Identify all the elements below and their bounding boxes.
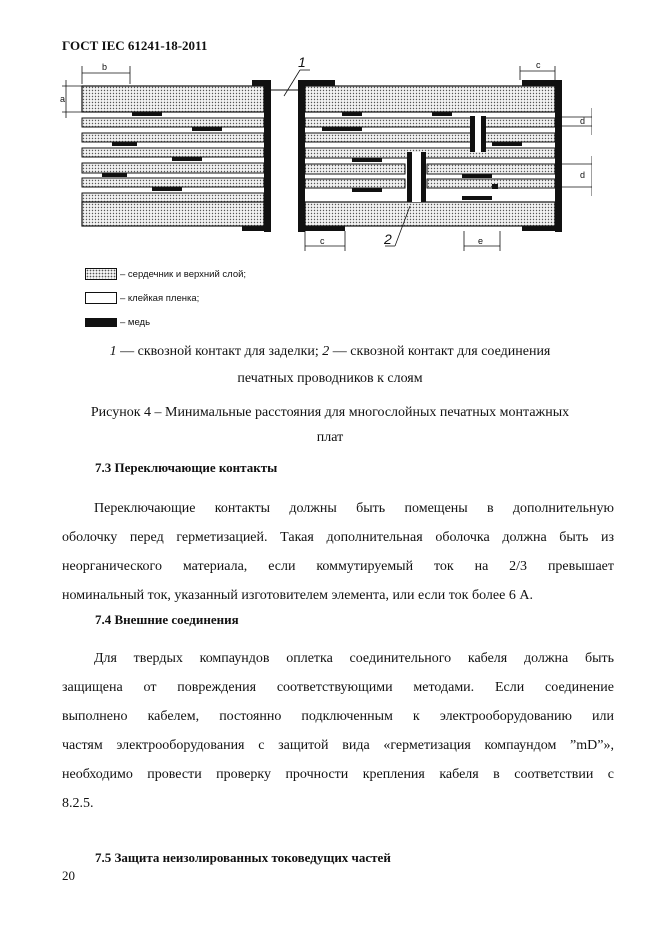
dim-label-e: e (478, 236, 484, 246)
dim-label-a: a (60, 94, 66, 104)
dim-label-d-top: d (580, 116, 586, 126)
legend-adhesive (85, 292, 199, 304)
figure-title-line-2: плат (316, 430, 344, 445)
figure-title-line-1: Рисунок 4 – Минимальные расстояния для многослойных печатных монтажных (90, 405, 570, 420)
s74-line-6: 8.2.5. (62, 796, 94, 811)
right-board (298, 80, 562, 232)
legend-adhesive-swatch (85, 292, 117, 304)
s73-line-4: номинальный ток, указанный изготовителем элемента, или если ток более 6 А. (62, 588, 533, 603)
dim-label-d-bottom: d (580, 170, 586, 180)
s73-line-3: неорганического материала, если коммутируемый ток на 2/3 превышает (62, 559, 614, 574)
legend-core-text: – сердечник и верхний слой; (120, 268, 247, 280)
s74-line-1: Для твердых компаундов оплетка соединительного кабеля должна быть (94, 651, 614, 666)
legend-copper-swatch (85, 318, 117, 327)
section-7-4-title: 7.4 Внешние соединения (95, 612, 239, 627)
legend-copper (85, 317, 150, 328)
dim-label-c-top: c (536, 60, 541, 70)
legend-core (85, 268, 246, 280)
s74-line-4: частям электрооборудования с защитой вида «герметизация компаундом ”mD”», (62, 738, 614, 753)
dim-label-c-bottom: c (320, 236, 325, 246)
document-header: ГОСТ IEC 61241-18-2011 (62, 38, 208, 53)
caption-num-1: 1 (109, 344, 117, 359)
s74-line-3: выполнено кабелем, постоянно подключенным к электрооборудованию или (62, 709, 614, 724)
caption-num-2: 2 (322, 344, 330, 359)
pcb-layers-figure (52, 56, 592, 256)
caption-text-2: — сквозной контакт для соединения (329, 344, 551, 359)
caption-text-1: — сквозной контакт для заделки; (116, 344, 323, 359)
section-7-5-title: 7.5 Защита неизолированных токоведущих частей (95, 850, 391, 865)
left-board (82, 80, 271, 232)
callout-1: 1 (298, 56, 306, 70)
page-number: 20 (62, 868, 75, 883)
section-7-4-body (62, 644, 614, 818)
legend-core-swatch (85, 268, 117, 280)
s74-line-2: защищена от повреждения соответствующими методами. Если соединение (62, 680, 614, 695)
figure-title (40, 402, 620, 448)
s73-line-1: Переключающие контакты должны быть помещены в дополнительную (94, 501, 614, 516)
callout-2: 2 (384, 231, 392, 247)
dim-label-b: b (102, 62, 108, 72)
section-7-3-title: 7.3 Переключающие контакты (95, 460, 278, 475)
legend-copper-text: – медь (120, 317, 151, 328)
section-7-3-body (62, 494, 614, 610)
legend-adhesive-text: – клейкая пленка; (120, 292, 200, 304)
s74-line-5: необходимо провести проверку прочности крепления кабеля в соответствии с (62, 767, 614, 782)
caption-line-2: печатных проводников к слоям (237, 371, 423, 386)
s73-line-2: оболочку перед герметизацией. Такая дополнительная оболочка должна быть из (62, 530, 614, 545)
figure-key-caption (40, 341, 620, 389)
through-hole-1 (271, 86, 298, 226)
